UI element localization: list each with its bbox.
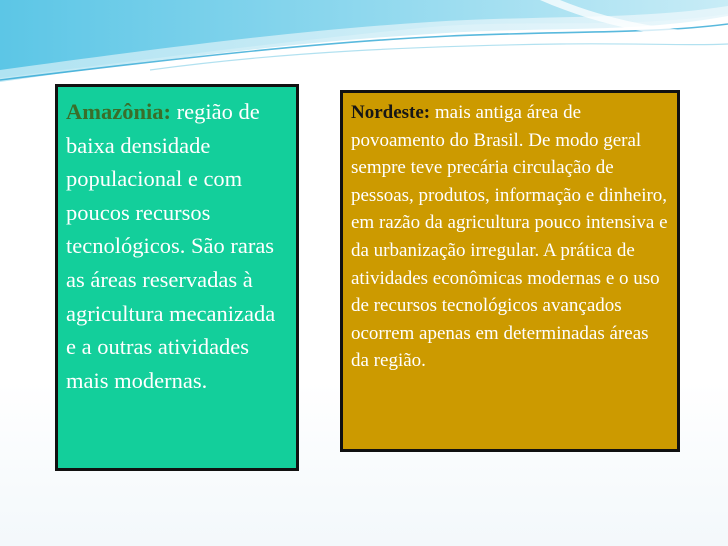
nordeste-description: mais antiga área de povoamento do Brasil. De modo geral sempre teve precária circulação de pessoas, produtos, informação e dinheiro, em razão da agricultura pouco intensiva e da urbanização irregular. A prática de atividades econômicas modernas e o uso de recursos tecnológicos avançados ocorrem apenas em determinadas áreas da região. [351, 102, 668, 372]
nordeste-title: Nordeste: [351, 102, 431, 123]
amazonia-title: Amazônia: [66, 99, 171, 124]
amazonia-text-box [55, 84, 299, 471]
decorative-wave-header [0, 0, 728, 90]
amazonia-description: região de baixa densidade populacional e com poucos recursos tecnológicos. São raras as áreas reservadas à agricultura mecanizada e a outras atividades mais modernas. [66, 99, 276, 393]
nordeste-text-box [340, 90, 680, 452]
